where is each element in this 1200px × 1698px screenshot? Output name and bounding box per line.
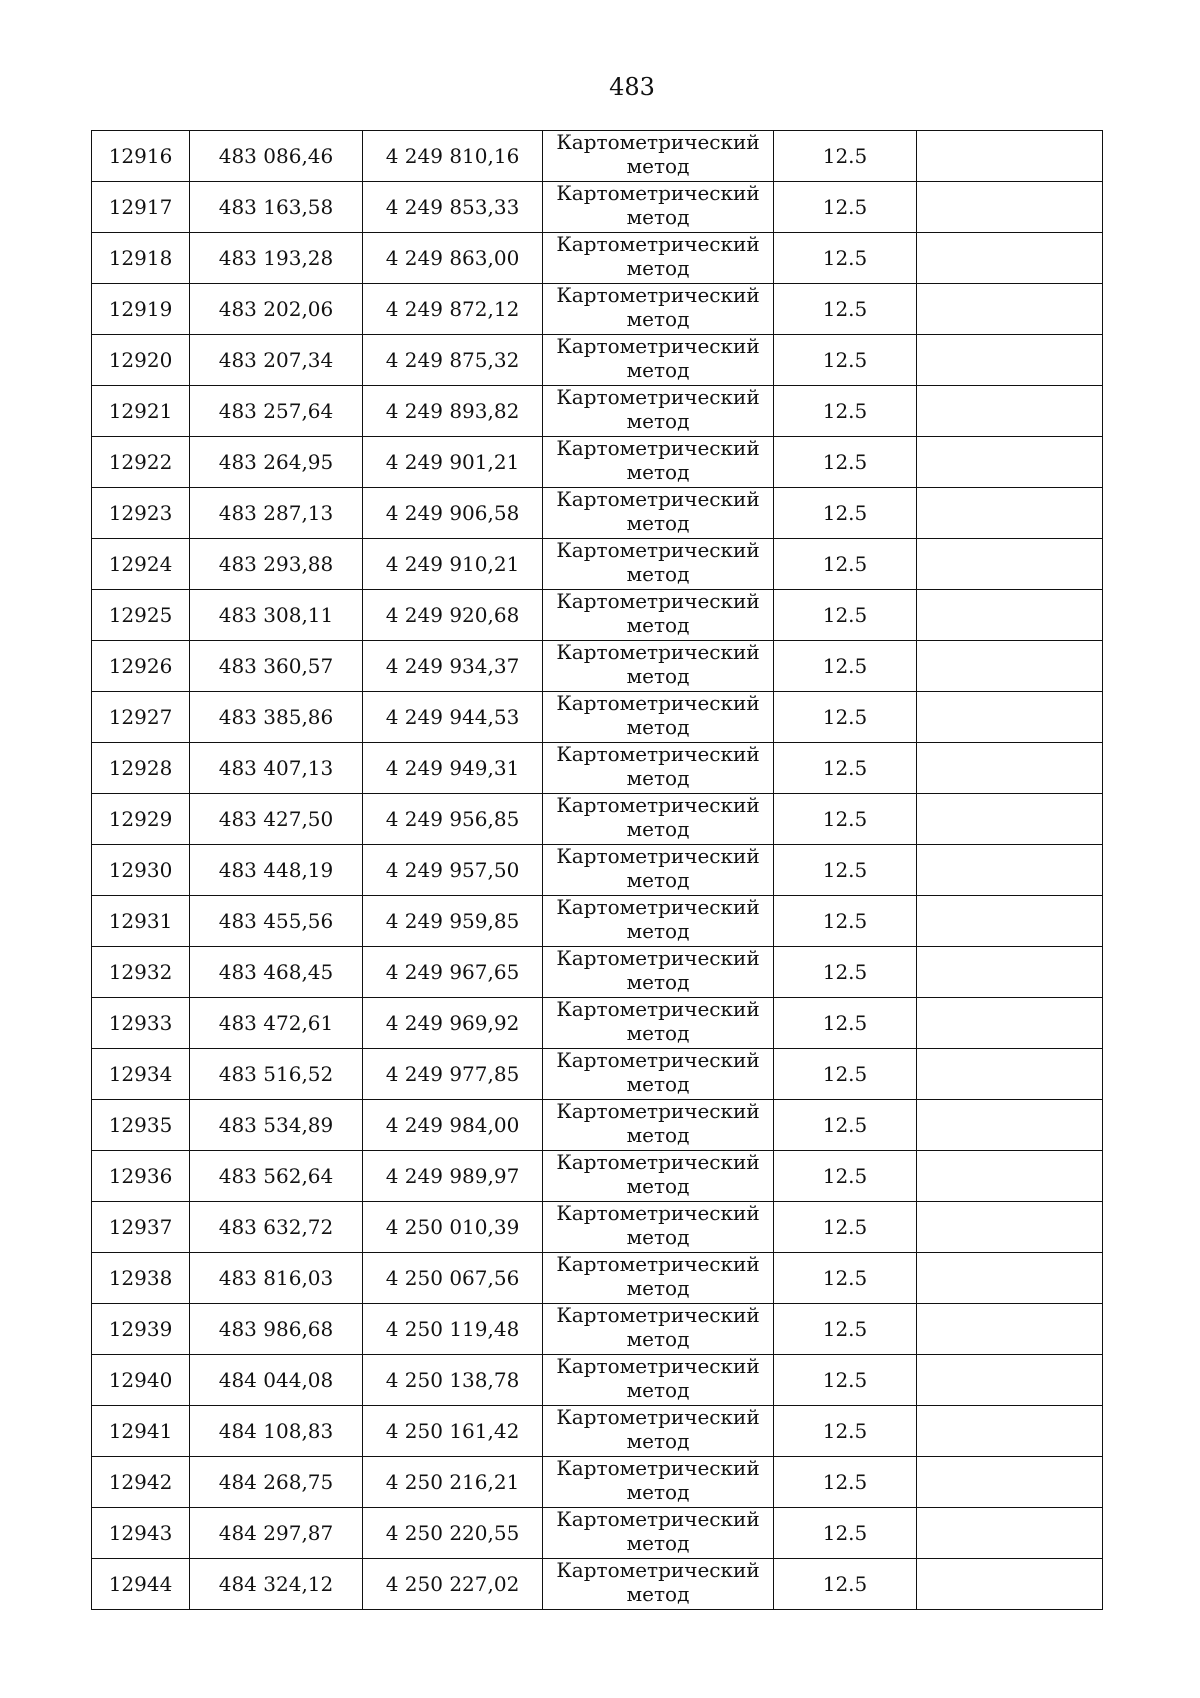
table-row [92,896,1103,947]
method-text: Картометрический метод [556,283,760,331]
x-coordinate-cell: 483 287,13 [190,488,363,539]
method-cell [543,845,774,896]
x-coordinate-cell: 483 472,61 [190,998,363,1049]
table-row [92,539,1103,590]
table-row [92,1304,1103,1355]
method-text: Картометрический метод [556,844,760,892]
note-cell [917,743,1103,794]
method-cell [543,1304,774,1355]
table-row [92,182,1103,233]
note-cell [917,1100,1103,1151]
method-cell [543,1457,774,1508]
method-cell [543,1355,774,1406]
accuracy-cell: 12.5 [774,488,917,539]
point-number-cell: 12941 [92,1406,190,1457]
table-row [92,284,1103,335]
accuracy-cell: 12.5 [774,335,917,386]
method-cell [543,743,774,794]
accuracy-cell: 12.5 [774,1202,917,1253]
x-coordinate-cell: 483 086,46 [190,131,363,182]
x-coordinate-cell: 483 986,68 [190,1304,363,1355]
y-coordinate-cell: 4 249 893,82 [363,386,543,437]
method-cell [543,335,774,386]
accuracy-cell: 12.5 [774,1559,917,1610]
table-row [92,641,1103,692]
note-cell [917,1406,1103,1457]
accuracy-cell: 12.5 [774,1049,917,1100]
method-cell [543,998,774,1049]
accuracy-cell: 12.5 [774,1508,917,1559]
y-coordinate-cell: 4 250 119,48 [363,1304,543,1355]
accuracy-cell: 12.5 [774,233,917,284]
method-text: Картометрический метод [556,742,760,790]
y-coordinate-cell: 4 249 920,68 [363,590,543,641]
accuracy-cell: 12.5 [774,539,917,590]
point-number-cell: 12934 [92,1049,190,1100]
method-text: Картометрический метод [556,1252,760,1300]
method-text: Картометрический метод [556,1456,760,1504]
accuracy-cell: 12.5 [774,1457,917,1508]
table-body [92,131,1103,1610]
note-cell [917,692,1103,743]
point-number-cell: 12937 [92,1202,190,1253]
point-number-cell: 12933 [92,998,190,1049]
accuracy-cell: 12.5 [774,1151,917,1202]
method-cell [543,437,774,488]
point-number-cell: 12929 [92,794,190,845]
method-text: Картометрический метод [556,334,760,382]
note-cell [917,539,1103,590]
y-coordinate-cell: 4 249 901,21 [363,437,543,488]
y-coordinate-cell: 4 250 227,02 [363,1559,543,1610]
table-row [92,590,1103,641]
accuracy-cell: 12.5 [774,692,917,743]
note-cell [917,335,1103,386]
point-number-cell: 12943 [92,1508,190,1559]
accuracy-cell: 12.5 [774,284,917,335]
accuracy-cell: 12.5 [774,794,917,845]
method-text: Картометрический метод [556,1303,760,1351]
table-row [92,1457,1103,1508]
x-coordinate-cell: 483 534,89 [190,1100,363,1151]
table-row [92,1049,1103,1100]
method-text: Картометрический метод [556,181,760,229]
method-text: Картометрический метод [556,1048,760,1096]
table-row [92,335,1103,386]
method-text: Картометрический метод [556,895,760,943]
point-number-cell: 12939 [92,1304,190,1355]
point-number-cell: 12938 [92,1253,190,1304]
accuracy-cell: 12.5 [774,845,917,896]
method-text: Картометрический метод [556,487,760,535]
method-cell [543,1100,774,1151]
method-text: Картометрический метод [556,691,760,739]
note-cell [917,1508,1103,1559]
y-coordinate-cell: 4 249 906,58 [363,488,543,539]
note-cell [917,1151,1103,1202]
x-coordinate-cell: 483 202,06 [190,284,363,335]
table-row [92,743,1103,794]
note-cell [917,998,1103,1049]
method-cell [543,386,774,437]
point-number-cell: 12931 [92,896,190,947]
note-cell [917,182,1103,233]
method-text: Картометрический метод [556,1150,760,1198]
x-coordinate-cell: 483 360,57 [190,641,363,692]
method-cell [543,1406,774,1457]
x-coordinate-cell: 483 407,13 [190,743,363,794]
note-cell [917,1049,1103,1100]
method-text: Картометрический метод [556,997,760,1045]
method-text: Картометрический метод [556,946,760,994]
note-cell [917,1559,1103,1610]
x-coordinate-cell: 484 324,12 [190,1559,363,1610]
x-coordinate-cell: 483 293,88 [190,539,363,590]
note-cell [917,1355,1103,1406]
y-coordinate-cell: 4 250 220,55 [363,1508,543,1559]
method-text: Картометрический метод [556,793,760,841]
method-cell [543,488,774,539]
accuracy-cell: 12.5 [774,1355,917,1406]
note-cell [917,386,1103,437]
x-coordinate-cell: 483 427,50 [190,794,363,845]
x-coordinate-cell: 483 448,19 [190,845,363,896]
method-cell [543,131,774,182]
y-coordinate-cell: 4 250 010,39 [363,1202,543,1253]
y-coordinate-cell: 4 249 810,16 [363,131,543,182]
accuracy-cell: 12.5 [774,386,917,437]
accuracy-cell: 12.5 [774,947,917,998]
point-number-cell: 12932 [92,947,190,998]
accuracy-cell: 12.5 [774,1100,917,1151]
method-cell [543,947,774,998]
method-text: Картометрический метод [556,589,760,637]
method-cell [543,1253,774,1304]
accuracy-cell: 12.5 [774,743,917,794]
table-row [92,845,1103,896]
note-cell [917,1304,1103,1355]
method-cell [543,1049,774,1100]
y-coordinate-cell: 4 249 949,31 [363,743,543,794]
accuracy-cell: 12.5 [774,131,917,182]
point-number-cell: 12935 [92,1100,190,1151]
method-cell [543,794,774,845]
point-number-cell: 12926 [92,641,190,692]
method-cell [543,182,774,233]
method-text: Картометрический метод [556,1405,760,1453]
x-coordinate-cell: 483 516,52 [190,1049,363,1100]
method-cell [543,1559,774,1610]
note-cell [917,437,1103,488]
point-number-cell: 12920 [92,335,190,386]
x-coordinate-cell: 483 468,45 [190,947,363,998]
method-cell [543,1202,774,1253]
y-coordinate-cell: 4 249 969,92 [363,998,543,1049]
table-row [92,1355,1103,1406]
x-coordinate-cell: 483 257,64 [190,386,363,437]
note-cell [917,1457,1103,1508]
y-coordinate-cell: 4 250 216,21 [363,1457,543,1508]
method-text: Картометрический метод [556,1099,760,1147]
note-cell [917,794,1103,845]
method-cell [543,539,774,590]
y-coordinate-cell: 4 249 853,33 [363,182,543,233]
method-cell [543,692,774,743]
method-cell [543,590,774,641]
note-cell [917,1253,1103,1304]
point-number-cell: 12918 [92,233,190,284]
x-coordinate-cell: 483 455,56 [190,896,363,947]
y-coordinate-cell: 4 249 957,50 [363,845,543,896]
method-cell [543,284,774,335]
point-number-cell: 12930 [92,845,190,896]
method-text: Картометрический метод [556,385,760,433]
method-text: Картометрический метод [556,130,760,178]
y-coordinate-cell: 4 249 934,37 [363,641,543,692]
table-row [92,794,1103,845]
method-text: Картометрический метод [556,1507,760,1555]
point-number-cell: 12924 [92,539,190,590]
table-row [92,437,1103,488]
accuracy-cell: 12.5 [774,998,917,1049]
x-coordinate-cell: 483 816,03 [190,1253,363,1304]
y-coordinate-cell: 4 249 875,32 [363,335,543,386]
x-coordinate-cell: 483 193,28 [190,233,363,284]
x-coordinate-cell: 483 207,34 [190,335,363,386]
y-coordinate-cell: 4 249 872,12 [363,284,543,335]
method-cell [543,233,774,284]
y-coordinate-cell: 4 250 138,78 [363,1355,543,1406]
point-number-cell: 12922 [92,437,190,488]
y-coordinate-cell: 4 249 944,53 [363,692,543,743]
note-cell [917,947,1103,998]
table-row [92,947,1103,998]
accuracy-cell: 12.5 [774,1253,917,1304]
table-row [92,1406,1103,1457]
point-number-cell: 12940 [92,1355,190,1406]
page-number: 483 [609,73,655,101]
y-coordinate-cell: 4 249 967,65 [363,947,543,998]
accuracy-cell: 12.5 [774,896,917,947]
note-cell [917,233,1103,284]
coordinates-table [91,130,1103,1610]
y-coordinate-cell: 4 249 910,21 [363,539,543,590]
x-coordinate-cell: 483 385,86 [190,692,363,743]
x-coordinate-cell: 484 044,08 [190,1355,363,1406]
x-coordinate-cell: 483 308,11 [190,590,363,641]
note-cell [917,641,1103,692]
method-text: Картометрический метод [556,1558,760,1606]
table-row [92,692,1103,743]
x-coordinate-cell: 483 632,72 [190,1202,363,1253]
point-number-cell: 12923 [92,488,190,539]
accuracy-cell: 12.5 [774,437,917,488]
x-coordinate-cell: 484 297,87 [190,1508,363,1559]
method-text: Картометрический метод [556,640,760,688]
table-row [92,233,1103,284]
x-coordinate-cell: 484 108,83 [190,1406,363,1457]
note-cell [917,1202,1103,1253]
table-row [92,1253,1103,1304]
table-row [92,1100,1103,1151]
table-row [92,131,1103,182]
method-text: Картометрический метод [556,1354,760,1402]
x-coordinate-cell: 483 163,58 [190,182,363,233]
point-number-cell: 12927 [92,692,190,743]
accuracy-cell: 12.5 [774,641,917,692]
table-row [92,1508,1103,1559]
method-text: Картометрический метод [556,436,760,484]
x-coordinate-cell: 484 268,75 [190,1457,363,1508]
note-cell [917,590,1103,641]
note-cell [917,284,1103,335]
accuracy-cell: 12.5 [774,1304,917,1355]
accuracy-cell: 12.5 [774,590,917,641]
table-row [92,998,1103,1049]
point-number-cell: 12936 [92,1151,190,1202]
point-number-cell: 12916 [92,131,190,182]
note-cell [917,896,1103,947]
y-coordinate-cell: 4 249 863,00 [363,233,543,284]
method-cell [543,1508,774,1559]
y-coordinate-cell: 4 250 067,56 [363,1253,543,1304]
note-cell [917,131,1103,182]
x-coordinate-cell: 483 562,64 [190,1151,363,1202]
point-number-cell: 12925 [92,590,190,641]
y-coordinate-cell: 4 249 989,97 [363,1151,543,1202]
table-row [92,1559,1103,1610]
y-coordinate-cell: 4 249 977,85 [363,1049,543,1100]
accuracy-cell: 12.5 [774,182,917,233]
y-coordinate-cell: 4 250 161,42 [363,1406,543,1457]
note-cell [917,845,1103,896]
y-coordinate-cell: 4 249 959,85 [363,896,543,947]
method-cell [543,896,774,947]
table-row [92,386,1103,437]
method-cell [543,1151,774,1202]
method-text: Картометрический метод [556,232,760,280]
y-coordinate-cell: 4 249 984,00 [363,1100,543,1151]
table-row [92,1202,1103,1253]
x-coordinate-cell: 483 264,95 [190,437,363,488]
method-text: Картометрический метод [556,538,760,586]
point-number-cell: 12942 [92,1457,190,1508]
point-number-cell: 12928 [92,743,190,794]
method-cell [543,641,774,692]
point-number-cell: 12919 [92,284,190,335]
table-row [92,488,1103,539]
table-row [92,1151,1103,1202]
y-coordinate-cell: 4 249 956,85 [363,794,543,845]
point-number-cell: 12917 [92,182,190,233]
method-text: Картометрический метод [556,1201,760,1249]
point-number-cell: 12944 [92,1559,190,1610]
accuracy-cell: 12.5 [774,1406,917,1457]
point-number-cell: 12921 [92,386,190,437]
note-cell [917,488,1103,539]
